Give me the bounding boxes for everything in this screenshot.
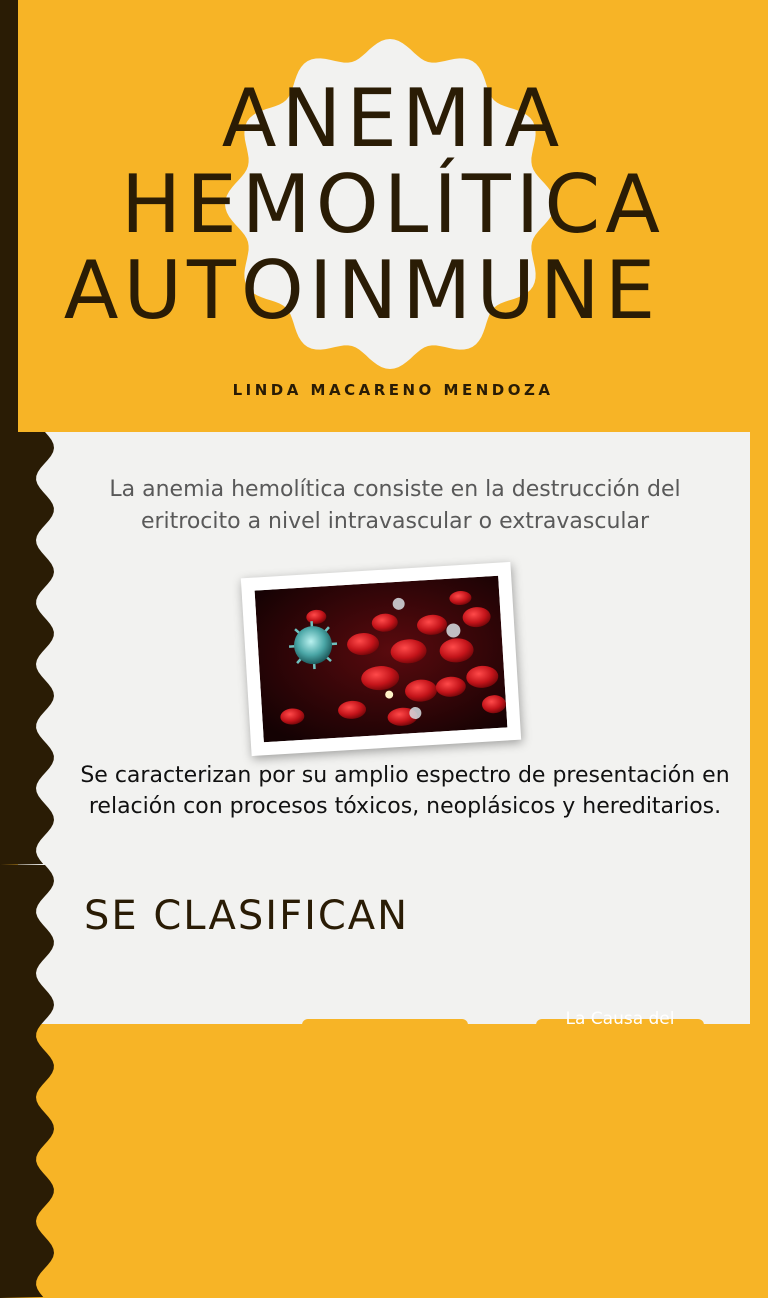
section-heading: SE CLASIFICAN: [84, 893, 410, 939]
title-line-2: HEMOLÍTICA: [121, 158, 665, 251]
title-line-3: AUTOINMUNE: [63, 244, 661, 337]
classification-box-left: [302, 1019, 468, 1033]
classification-slide: [0, 865, 768, 1029]
content-card: [18, 865, 750, 1024]
classification-box-right-label: La Causa del: [565, 1009, 675, 1029]
characteristics-text: Se caracterizan por su amplio espectro de presentación en relación con procesos tóxicos, neoplásicos y hereditarios.: [80, 763, 730, 819]
definition-slide: [0, 432, 768, 865]
left-accent-bar: [0, 0, 18, 432]
slide-title: [18, 72, 768, 337]
author-name: LINDA MACARENO MENDOZA: [232, 381, 554, 399]
wavy-left-border: [0, 865, 56, 1298]
title-line-1: ANEMIA: [221, 72, 565, 165]
title-slide: [0, 0, 768, 432]
wavy-left-border: [0, 432, 56, 865]
red-blood-cells-and-virus-image: [255, 576, 508, 743]
blood-cells-photo: [241, 562, 521, 756]
definition-text: La anemia hemolítica consiste en la destrucción del eritrocito a nivel intravascular o extravascular: [109, 477, 681, 534]
